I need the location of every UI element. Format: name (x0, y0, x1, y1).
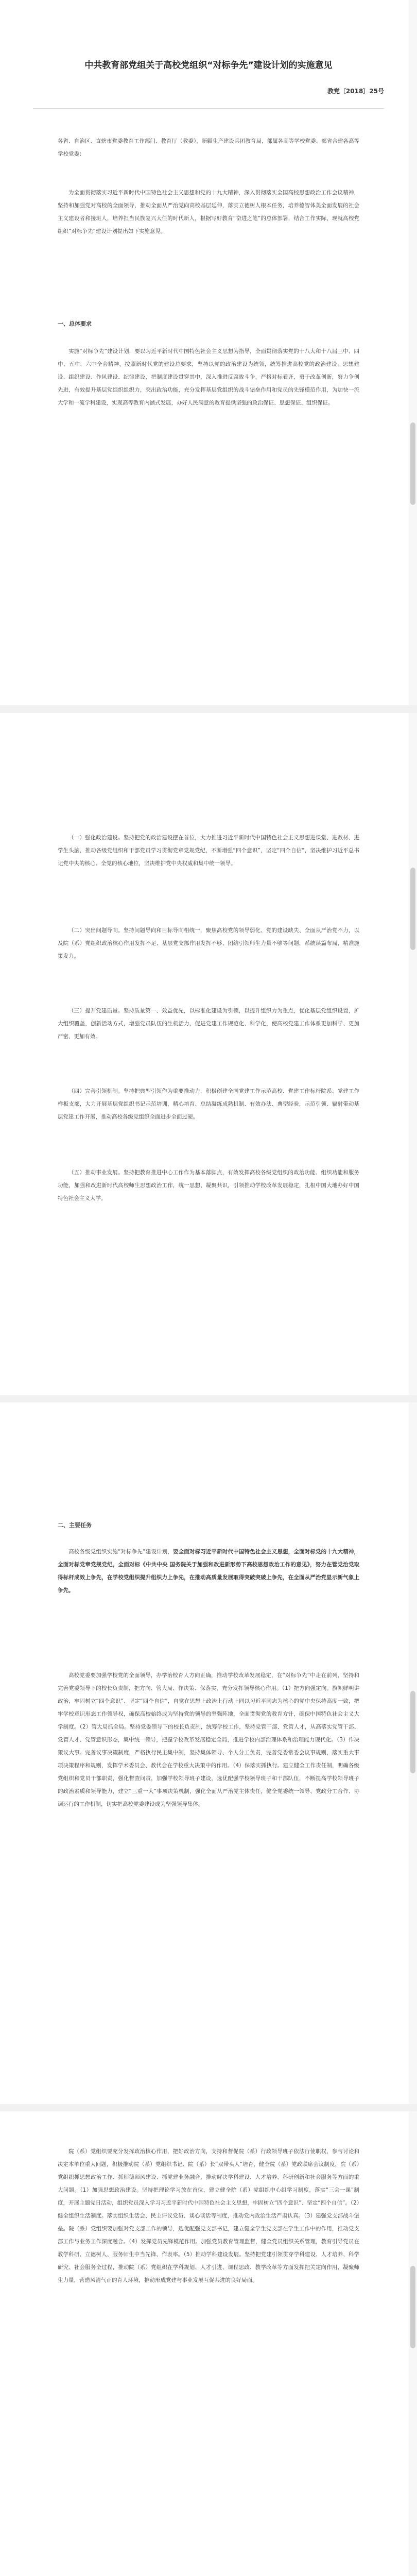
scrollbar-thumb[interactable] (410, 2266, 415, 2348)
scrollbar-page-3[interactable] (409, 1402, 417, 2104)
section1-body: 实施“对标争先”建设计划，要以习近平新时代中国特色社会主义思想为指导，全面贯彻落实党的十八大和十八届三中、四中、五中、六中全会精神，按照新时代党的建设总要求，坚持以党的政治建设为统领，统筹推进高校党的政治建设、思想建设、组织建设、作风建设、纪律建设，把制度建设贯穿其中，深入推进反腐败斗争，严格对标看齐，勇于改革创新，努力争创先进，有效提升基层党组织组织力，突出政治功能，充分发挥基层党组织的战斗堡垒作用和党员的先锋模范作用，为加快一流大学和一流学科建设，实现高等教育内涵式发展，办好人民满意的教育提供坚强的政治保证、思想保证、组织保证。 (58, 348, 359, 406)
scrollbar-page-2[interactable] (409, 713, 417, 1395)
section2-body-1: 高校党委要加强学校党的全面领导，办学治校育人方向正确，推动学校改革发展稳定，在“对标争先”中走在前列，坚持和完善党委领导下的校长负责制，把方向、管大局、作决策、保落实，充分发挥领导核心作用。（1）把方向强定向。旗帜鲜明讲政治，牢固树立“四个意识”、坚定“四个自信”，自觉在思想上政治上行动上同以习近平同志为核心的党中央保持高度一致，把牢学校意识形态工作领导权，确保高校始终成为坚持党的领导的坚强阵地，全面贯彻党的教育方针，确保中国特色社会主义大学制度。（2）管大局抓全局。坚持党委领导下的校长负责制，统筹学校工作，坚持党管干部、党管人才，从高落实党管干部、党管人才、党管意识形态，集中统一领导，把握学校改革发展稳定全局，推进学校内部治理体系和治理能力现代化。（3）作决策议大事。完善议事决策制度，严格执行民主集中制，坚持集体领导、个人分工负责，完善党委常委会议事规则，落实重大事项决策程序和规则，发挥学术委员会、教代会在学校重大决策中的作用。（4）保落实抓执行。建立健全工作责任制，明确各级党组织和党员干部职责，强化督查问责，加强学校领导班子建设，选优配强学校领导班子和干部队伍，不断提高学校领导班子的政治素质和领导能力，建立“三重一大”事项决策机制，强化全面从严治党主体责任，健全党委统一领导、党政分工合作、协调运行的工作机制，切实把高校党委建设成为坚强领导集体。 (58, 1672, 359, 1807)
document-page-4 (0, 2111, 417, 2576)
section2-lead-normal: 高校各级党组织实施“对标争先”建设计划， (68, 1549, 173, 1555)
salutation: 各省、自治区、直辖市党委教育工作部门、教育厅（教委），新疆生产建设兵团教育局，部属各高等学校党委、部省合建各高等学校党委： (58, 138, 359, 157)
scrollbar-thumb[interactable] (410, 422, 415, 505)
principle-3: （三）提升党建质量。坚持质量第一、效益优先，以标准化建设为引领，以提升组织力为重点，优化基层党组织设置，扩大组织覆盖，创新活动方式，增强党员队伍的生机活力，促进党建工作规范化、科学化，使高校党建工作体系更加科学、更加严密、更加有效。 (58, 1008, 359, 1040)
scrollbar-page-4[interactable] (409, 2111, 417, 2576)
principle-1: （一）强化政治建设。坚持把党的政治建设摆在首位，大力推进习近平新时代中国特色社会主义思想进课堂、进教材、进学生头脑，推动各级党组织和干部党员学习贯彻党章党规党纪，不断增强“四个意识”，坚定“四个自信”，坚决维护习近平总书记党中央的核心、全党的核心地位，坚决维护党中央权威和集中统一领导。 (58, 835, 359, 867)
section2-lead (58, 1546, 359, 1597)
document-number: 教党〔2018〕25号 (327, 88, 384, 95)
scrollbar-thumb[interactable] (410, 868, 415, 950)
section2-body-2: 院（系）党组织要充分发挥政治核心作用，把好政治方向，支持和督促院（系）行政领导班子依法行使职权，参与讨论和决定本单位重大问题，积极推动院（系）党组织书记、院（系）长“双带头人”培育，健全院（系）党政联席会议制度，院（系）党组织抓思想政治工作、抓师德师风建设、抓党建业务融合，推动解决学科建设、人才培养、科研创新和社会服务等方面的重大问题。（1）加强思想政治建设。坚持把理论学习放在首位，建立健全院（系）党组织中心组学习制度，落实“三会一课”制度，开展主题党日活动，组织党员深入学习习近平新时代中国特色社会主义思想，牢固树立“四个意识”、坚定“四个自信”。（2）健全组织生活制度。落实组织生活会、民主评议党员、谈心谈话等制度，推动党内政治生活严肃认真。（3）建强党支部战斗堡垒。院（系）党组织要加强对党支部工作的领导，选优配强党支部书记，建立健全学生党支部在学生工作中的作用，推动党支部工作与业务工作深度融合。（4）发挥党员先锋模范作用。加强党员教育管理监督，健全党员组织关系管理，教育引导党员在教学科研、立德树人、服务师生中当先锋、作表率。（5）推动学科建设发展。坚持把党建引领贯穿学科建设、人才培养、科学研究、社会服务全过程，推动院（系）党组织在学科规划、人才引进、课程思政、教学改革等方面发挥把关定向作用，凝聚师生力量，营造风清气正的育人环境，推动形成党建与事业发展互促共进的良好局面。 (58, 2148, 359, 2283)
scrollbar-thumb[interactable] (410, 1691, 415, 1773)
section1-heading: 一、总体要求 (58, 320, 92, 327)
section2-heading: 二、主要任务 (58, 1522, 92, 1529)
document-page-2 (0, 713, 417, 1395)
principle-2: （二）突出问题导向。坚持问题导向和目标导向相统一，聚焦高校党的领导弱化、党的建设缺失、全面从严治党不力，以及院（系）党组织政治核心作用发挥不足、基层党支部作用发挥不够、团结引领师生力量不够等问题，系统谋篇布局，精准施策发力。 (58, 927, 359, 959)
principle-4: （四）完善引领机制。坚持把典型引领作为重要推动力，积极创建全国党建工作示范高校、党建工作标杆院系、党建工作样板支部，大力开展基层党组织书记示范培训，精心培育、总结凝练成熟机制、有效办法、典型经验，示范引领、辐射带动基层党建工作开展，推动高校各级党组织全面进步全面过硬。 (58, 1088, 359, 1120)
intro-paragraph: 为全面贯彻落实习近平新时代中国特色社会主义思想和党的十九大精神，深入贯彻落实全国高校思想政治工作会议精神，坚持和加强党对高校的全面领导，推动全面从严治党向高校基层延伸，落实立德树人根本任务，培养德智体美全面发展的社会主义建设者和接班人，培养担当民族复兴大任的时代新人，根据写好教育“奋进之笔”的总体部署，结合工作实际，现就高校党组织“对标争先”建设计划提出如下实施意见。 (58, 190, 359, 234)
document-page-3 (0, 1402, 417, 2104)
document-title: 中共教育部党组关于高校党组织“对标争先”建设计划的实施意见 (84, 60, 333, 71)
scrollbar-page-1[interactable] (409, 0, 417, 705)
header-divider (33, 108, 384, 109)
document-page-1 (0, 0, 417, 705)
principle-5: （五）推动事业发展。坚持把教育推进中心工作作为基本落脚点，有效发挥高校各级党组织的政治功能、组织功能和服务功能，加强和改进新时代高校师生思想政治工作，统一思想、凝聚共识，引领推动学校改革发展稳定，扎根中国大地办好中国特色社会主义大学。 (58, 1170, 359, 1201)
section2-lead-bold: 要全面对标习近平新时代中国特色社会主义思想，全面对标党的十九大精神，全面对标党章党规党纪，全面对标《中共中央 国务院关于加强和改进新形势下高校思想政治工作的意见》，努力在管党治党取得标杆成效上争先，在学校党组织提升组织力上争先，在推动高质量发展取得突破突破上争先，在全面从严治党显示新气象上争先。 (58, 1549, 360, 1594)
